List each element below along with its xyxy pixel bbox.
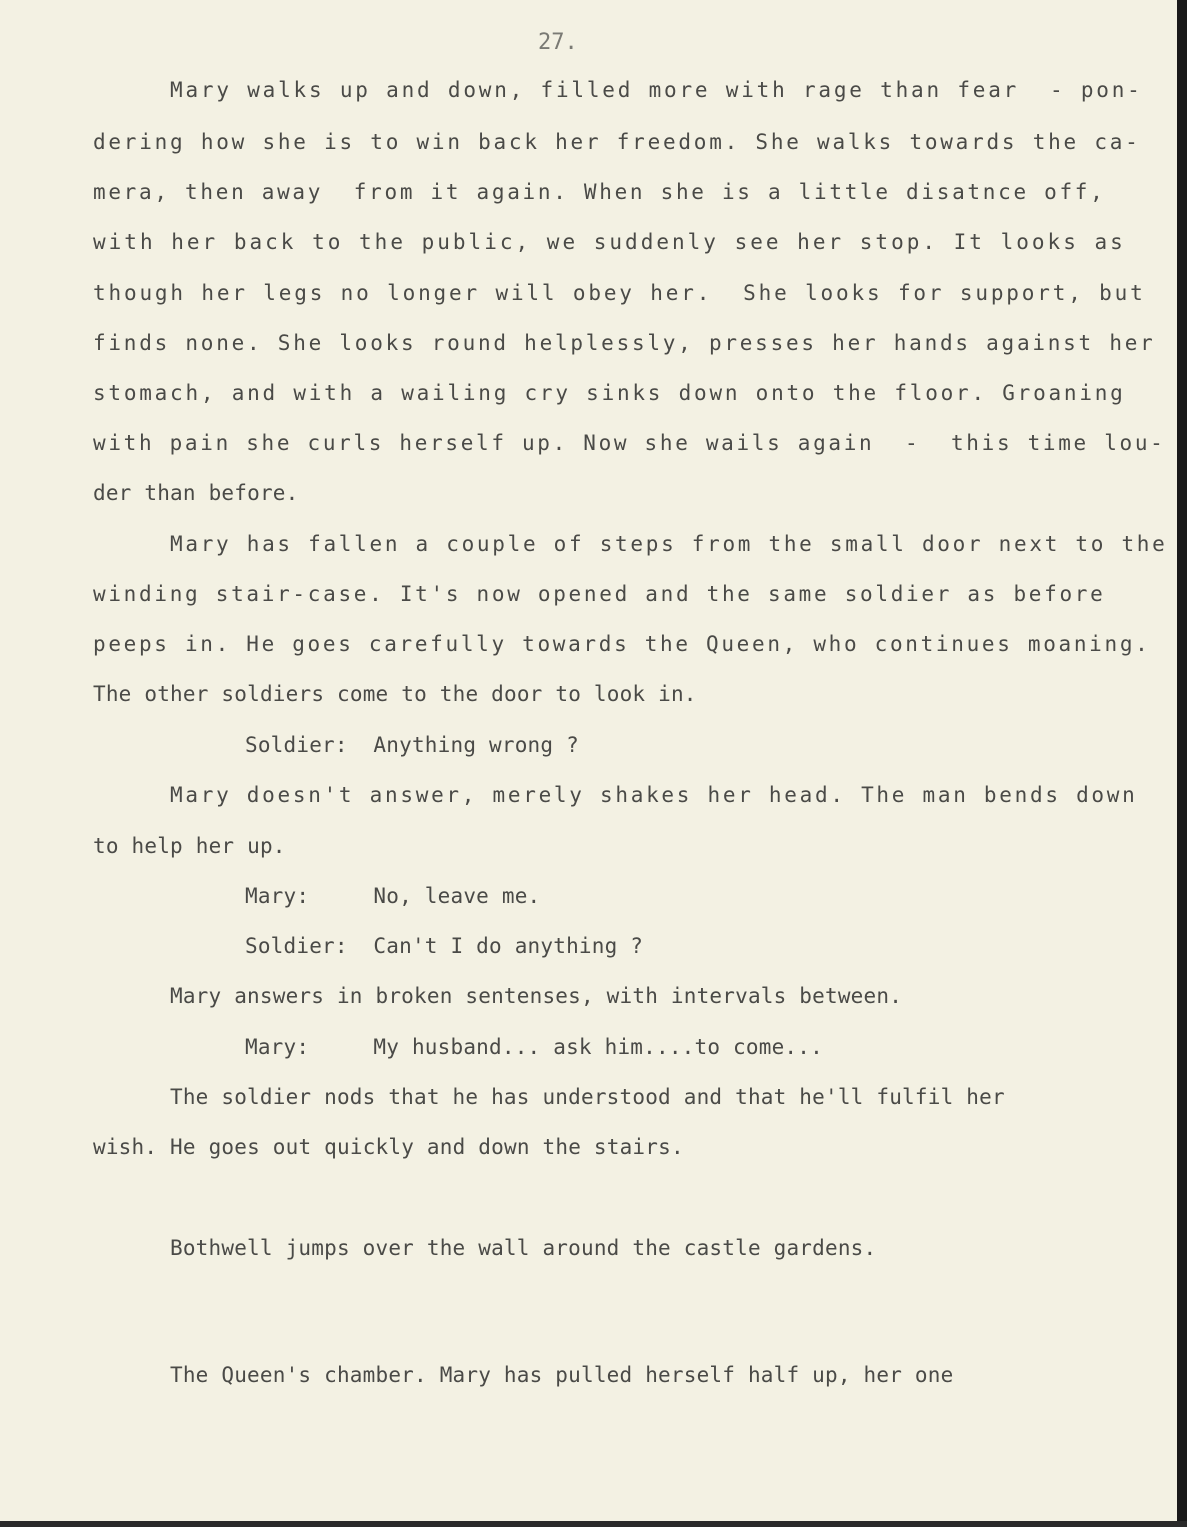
text-line: Mary answers in broken sentenses, with intervals between. [170,984,903,1008]
text-line: with pain she curls herself up. Now she wails again - this time lou- [93,431,1166,455]
text-line: dering how she is to win back her freedom. She walks towards the ca- [93,130,1141,154]
text-line: mera, then away from it again. When she is a little disatnce off, [93,180,1106,204]
text-line: finds none. She looks round helplessly, presses her hands against her [93,331,1156,355]
scan-edge-bottom [0,1521,1187,1527]
text-line: wish. He goes out quickly and down the stairs. [93,1135,684,1159]
text-line: Bothwell jumps over the wall around the castle gardens. [170,1236,877,1260]
text-line: Mary has fallen a couple of steps from the small door next to the [170,532,1168,556]
text-line: winding stair-case. It's now opened and the same soldier as before [93,582,1106,606]
text-line: der than before. [93,481,299,505]
scan-edge-right [1177,0,1187,1527]
text-line: The Queen's chamber. Mary has pulled herself half up, her one [170,1363,954,1387]
text-line: though her legs no longer will obey her. She looks for support, but [93,281,1146,305]
text-line: The other soldiers come to the door to look in. [93,682,697,706]
text-line: Mary doesn't answer, merely shakes her head. The man bends down [170,783,1138,807]
dialogue-line: Mary: My husband... ask him....to come... [245,1035,823,1059]
page-number: 27. [538,30,578,55]
dialogue-line: Soldier: Can't I do anything ? [245,934,644,958]
dialogue-line: Mary: No, leave me. [245,884,541,908]
text-line: peeps in. He goes carefully towards the Queen, who continues moaning. [93,632,1151,656]
dialogue-line: Soldier: Anything wrong ? [245,733,579,757]
text-line: to help her up. [93,834,286,858]
text-line: with her back to the public, we suddenly see her stop. It looks as [93,230,1126,254]
text-line: Mary walks up and down, filled more with rage than fear - pon- [170,78,1143,102]
text-line: The soldier nods that he has understood and that he'll fulfil her [170,1085,1005,1109]
text-line: stomach, and with a wailing cry sinks down onto the floor. Groaning [93,381,1126,405]
